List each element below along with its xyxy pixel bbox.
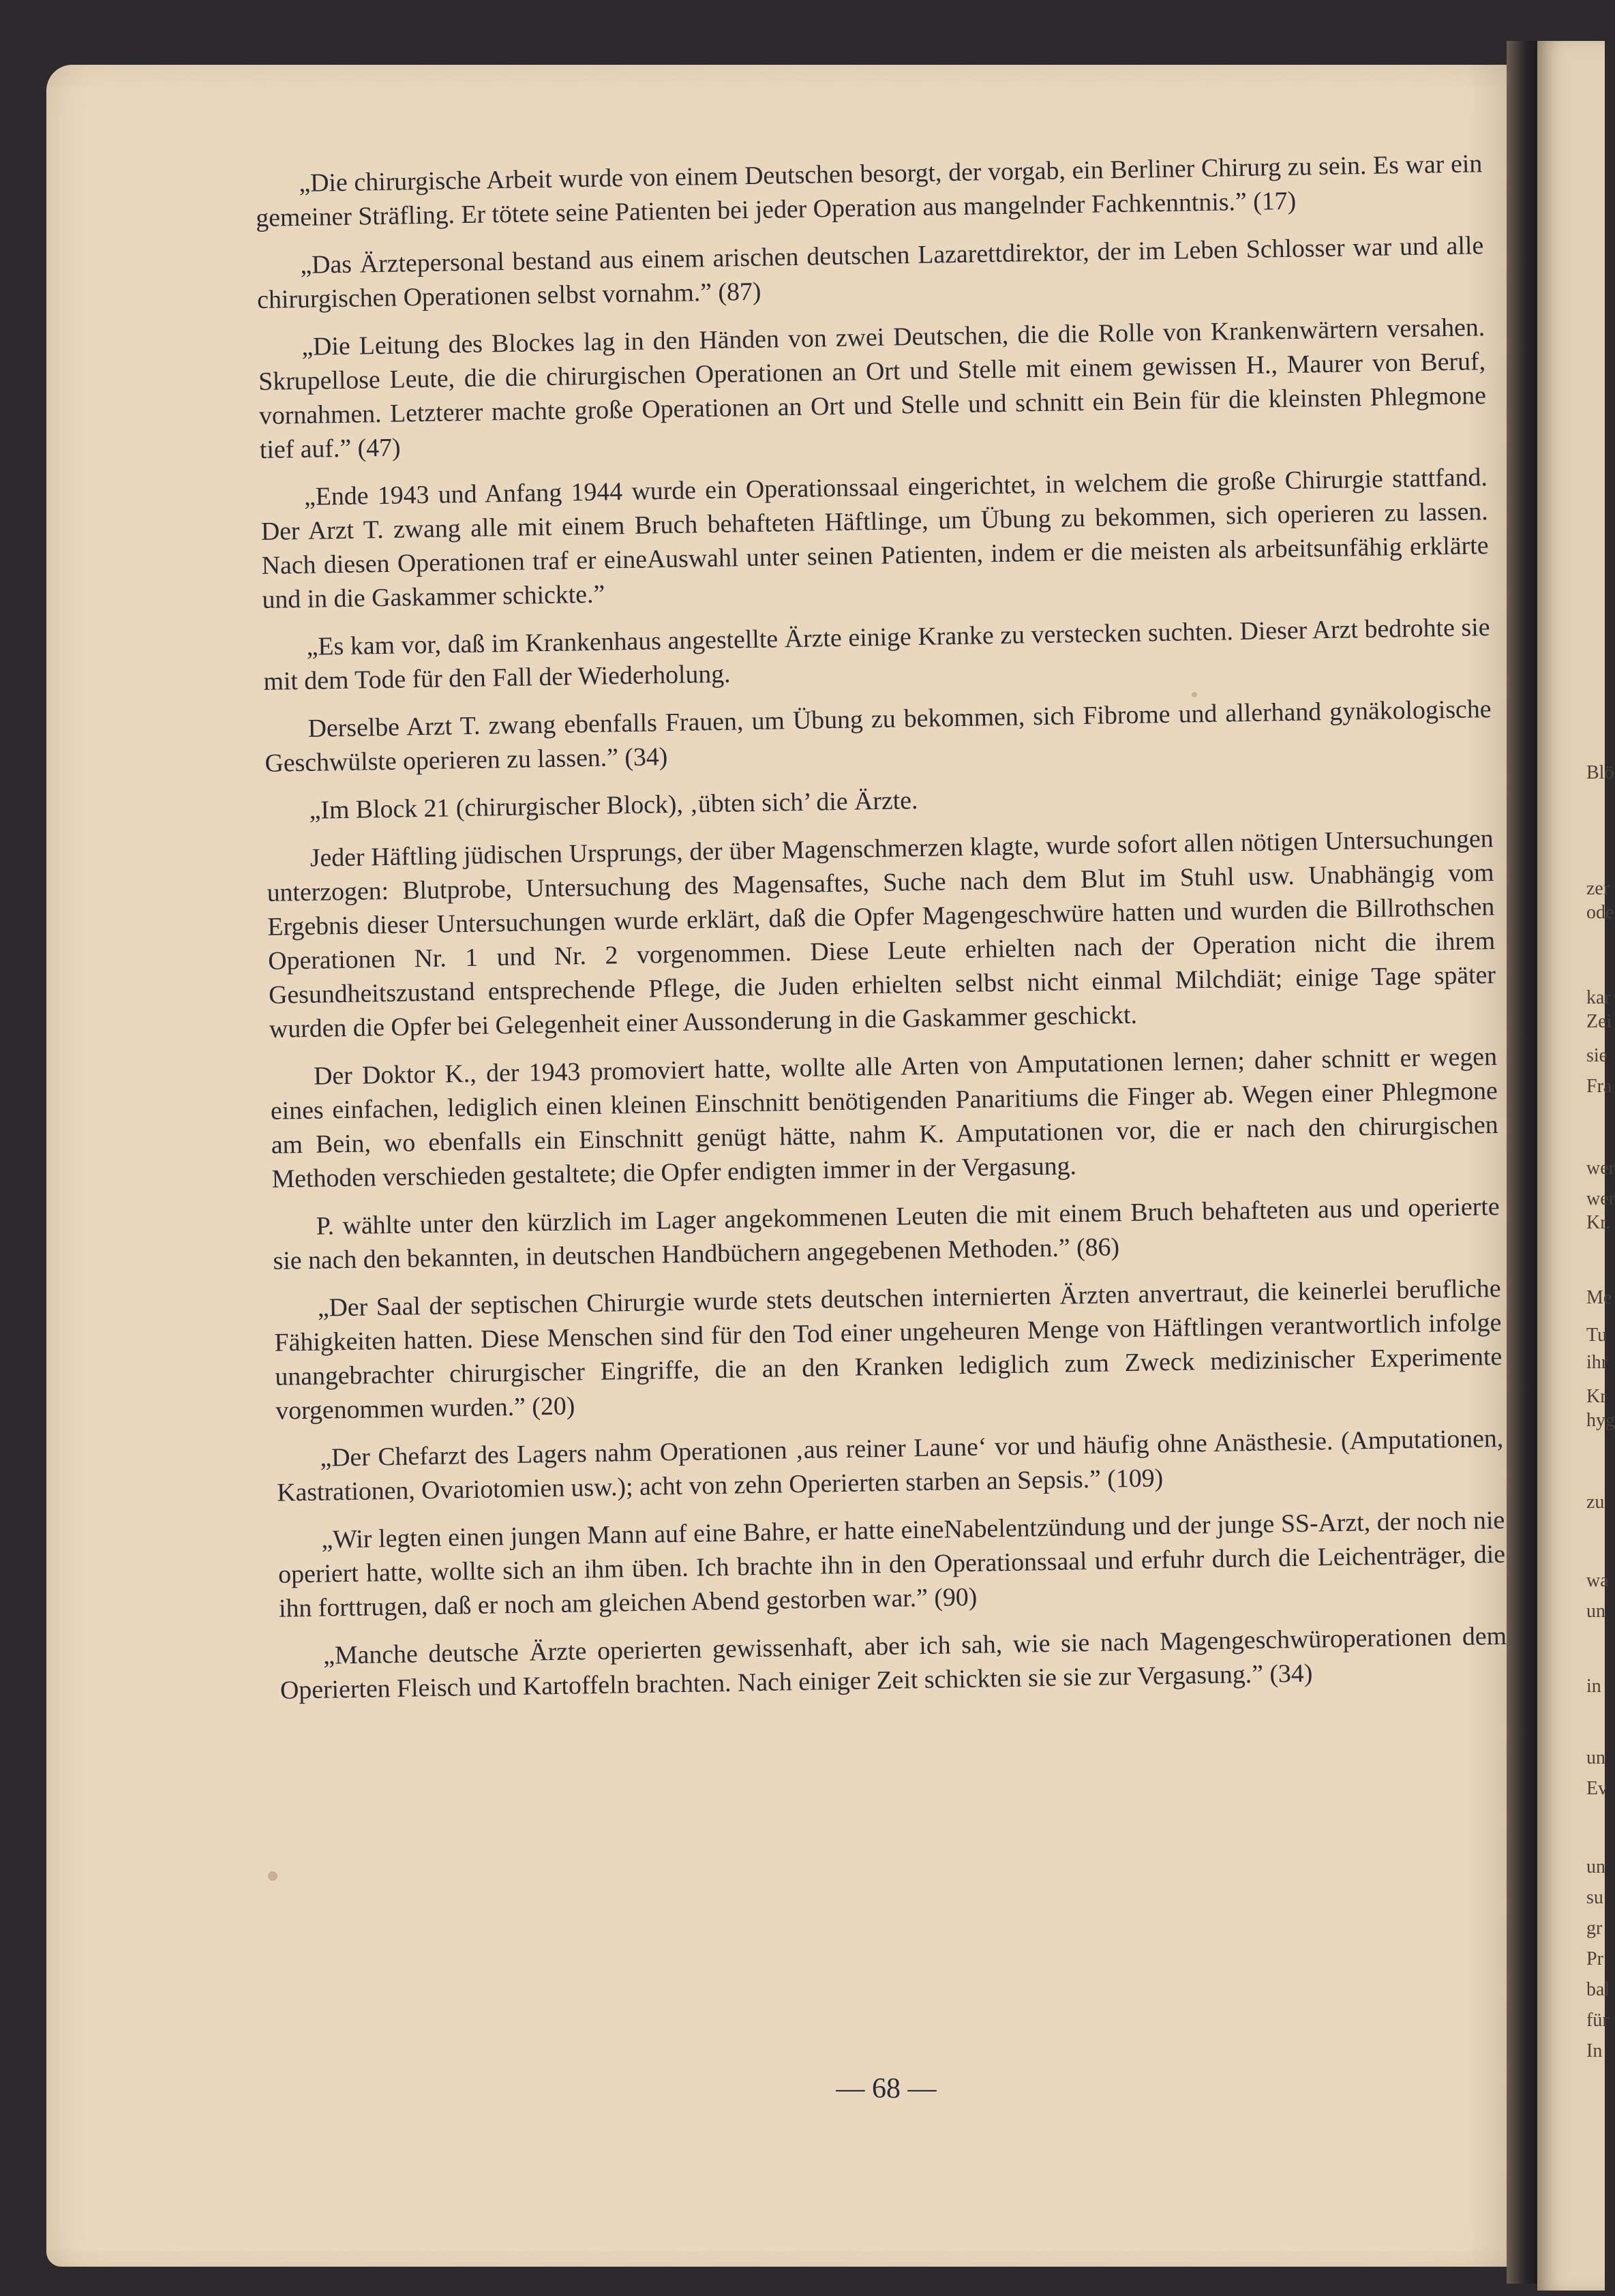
next-page-fragment: ihr [1586,1352,1608,1373]
next-page-fragment: gr [1586,1918,1603,1939]
paragraph: „Die Leitung des Blockes lag in den Händen von zwei Deutschen, die die Rolle von Krankenwärtern versahen. Skrupellose Leute, die die chirurgischen Operationen an Ort und Stelle mit einem gewissen H., Maurer von Beruf, vornahmen. Letzterer machte große Operationen an Ort und Stelle und schnitt ein Bein für die kleinsten Phlegmone tief auf.” (47) [258,313,1487,464]
next-page-fragment: bal [1586,1979,1610,2000]
next-page-edge [1537,41,1615,2291]
page-number: — 68 — [836,2073,937,2104]
paragraph: Der Doktor K., der 1943 promoviert hatte, wollte alle Arten von Amputationen lernen; daher schnitt er wegen eines einfachen, lediglich einen kleinen Einschnitt benötigenden Panaritiums die Finger ab. Wegen einer Phlegmone am Bein, wo ebenfalls ein Einschnitt genügt hätte, nahm K. Amputationen vor, die er nach den chirurgischen Methoden verschieden gestaltete; die Opfer endigten immer in der Vergasung. [270,1042,1498,1194]
next-page-fragment: Tu [1586,1325,1608,1346]
next-page-fragment: In [1586,2040,1603,2061]
next-page-fragment: zu [1586,1492,1605,1513]
paragraph: „Der Chefarzt des Lagers nahm Operationen ‚aus reiner Laune‘ vor und häufig ohne Anästhesie. (Amputationen, Kastrationen, Ovariotomien usw.); acht von zehn Operierten starben an Sepsis.” (109) [276,1423,1504,1507]
next-page-fragment: zer [1586,878,1610,899]
paragraph: „Es kam vor, daß im Krankenhaus angestellte Ärzte einige Kranke zu verstecken suchten. Dieser Arzt bedrohte sie mit dem Tode für den Fall der Wiederholung. [263,613,1490,696]
next-page-fragment: Kr [1586,1386,1607,1407]
next-page-fragment: Blö [1586,762,1614,783]
next-page-fragment: Zei [1586,1011,1612,1032]
paragraph: „Das Ärztepersonal bestand aus einem arischen deutschen Lazarettdirektor, der im Leben Schlosser war und alle chirurgischen Operationen selbst vornahm.” (87) [256,231,1484,314]
paper-stain [268,1871,277,1881]
paragraph: „Der Saal der septischen Chirurgie wurde stets deutschen internierten Ärzten anvertraut, die keinerlei berufliche Fähigkeiten hatten. Diese Menschen sind für den Tod einer ungeheuren Menge von Häftlingen verantwortlich infolge unangebrachter chirurgischer Eingriffe, die an den Kranken lediglich zum Zweck medizinischer Experimente vorgenommen wurden.” (20) [274,1273,1503,1425]
next-page-fragment: ode [1586,902,1614,923]
next-page-fragment: Me [1586,1287,1612,1308]
paragraph: Derselbe Arzt T. zwang ebenfalls Frauen, um Übung zu bekommen, sich Fibrome und allerhand gynäkologische Geschwülste operieren zu lassen.” (34) [265,695,1492,778]
next-page-fragment: wer [1586,1188,1615,1209]
body-text [255,147,1508,1721]
next-page-fragment: Pr [1586,1948,1603,1969]
next-page-fragment: un [1586,1601,1605,1622]
paragraph: „Ende 1943 und Anfang 1944 wurde ein Operationssaal eingerichtet, in welchem die große Chirurgie stattfand. Der Arzt T. zwang alle mit einem Bruch behafteten Häftlinge, um Übung zu bekommen, sich operieren zu lassen. Nach diesen Operationen traf er eineAuswahl unter seinen Patienten, indem er die meisten als arbeitsunfähig erklärte und in die Gaskammer schickte.” [260,463,1489,614]
paragraph: „Im Block 21 (chirurgischer Block), ‚übten sich’ die Ärzte. [309,786,918,825]
paragraph: „Die chirurgische Arbeit wurde von einem Deutschen besorgt, der vorgab, ein Berliner Chirurg zu sein. Es war ein gemeiner Sträfling. Er tötete seine Patienten bei jeder Operation aus mangelnder Fachkenntnis.” (17) [255,149,1483,232]
paragraph: „Wir legten einen jungen Mann auf eine Bahre, er hatte eineNabelentzündung und der junge SS-Arzt, der noch nie operiert hatte, wollte sich an ihm üben. Ich brachte ihn in den Operationssaal und erfuhr durch die Leichenträger, die ihn forttrugen, daß er noch am gleichen Abend gestorben war.” (90) [277,1505,1506,1623]
next-page-fragment: wer [1586,1158,1615,1179]
next-page-fragment: sie [1586,1045,1608,1066]
next-page-fragment: für [1586,2010,1609,2031]
next-page-fragment: Kr. [1586,1212,1610,1233]
next-page-fragment: un [1586,1856,1605,1877]
next-page-fragment: hyg [1586,1410,1615,1431]
next-page-fragment: Fra [1586,1076,1612,1097]
next-page-fragment: su [1586,1887,1603,1908]
next-page-fragment: un [1586,1747,1605,1768]
paragraph: Jeder Häftling jüdischen Ursprungs, der über Magenschmerzen klagte, wurde sofort allen nötigen Untersuchungen unterzogen: Blutprobe, Untersuchung des Magensaftes, Suche nach dem Blut im Stuhl usw. Unabhängig vom Ergebnis dieser Untersuchungen wurde erklärt, daß die Opfer Magengeschwüre hatten und wurden die Billrothschen Operationen Nr. 1 und Nr. 2 vorgenommen. Diese Leute erhielten nach der Operation nicht die ihrem Gesundheitszustand entsprechende Pflege, die Juden erhielten selbst nicht einmal Milchdiät; einige Tage später wurden die Opfer bei Gelegenheit einer Aussonderung in die Gaskammer geschickt. [267,824,1496,1044]
paragraph: P. wählte unter den kürzlich im Lager angekommenen Leuten die mit einem Bruch behafteten aus und operierte sie nach den bekannten, in deutschen Handbüchern angegebenen Methoden.” (86) [273,1192,1500,1275]
next-page-fragment: kar [1586,987,1611,1008]
book-gutter [1507,41,1537,2284]
next-page-fragment: wa [1586,1570,1609,1591]
next-page-fragment: in [1586,1676,1601,1697]
next-page-fragment: Ev [1586,1778,1608,1799]
paragraph: „Manche deutsche Ärzte operierten gewissenhaft, aber ich sah, wie sie nach Magengeschwüroperationen dem Operierten Fleisch und Kartoffeln brachten. Nach einiger Zeit schickten sie sie zur Vergasung.” (34) [280,1621,1507,1705]
